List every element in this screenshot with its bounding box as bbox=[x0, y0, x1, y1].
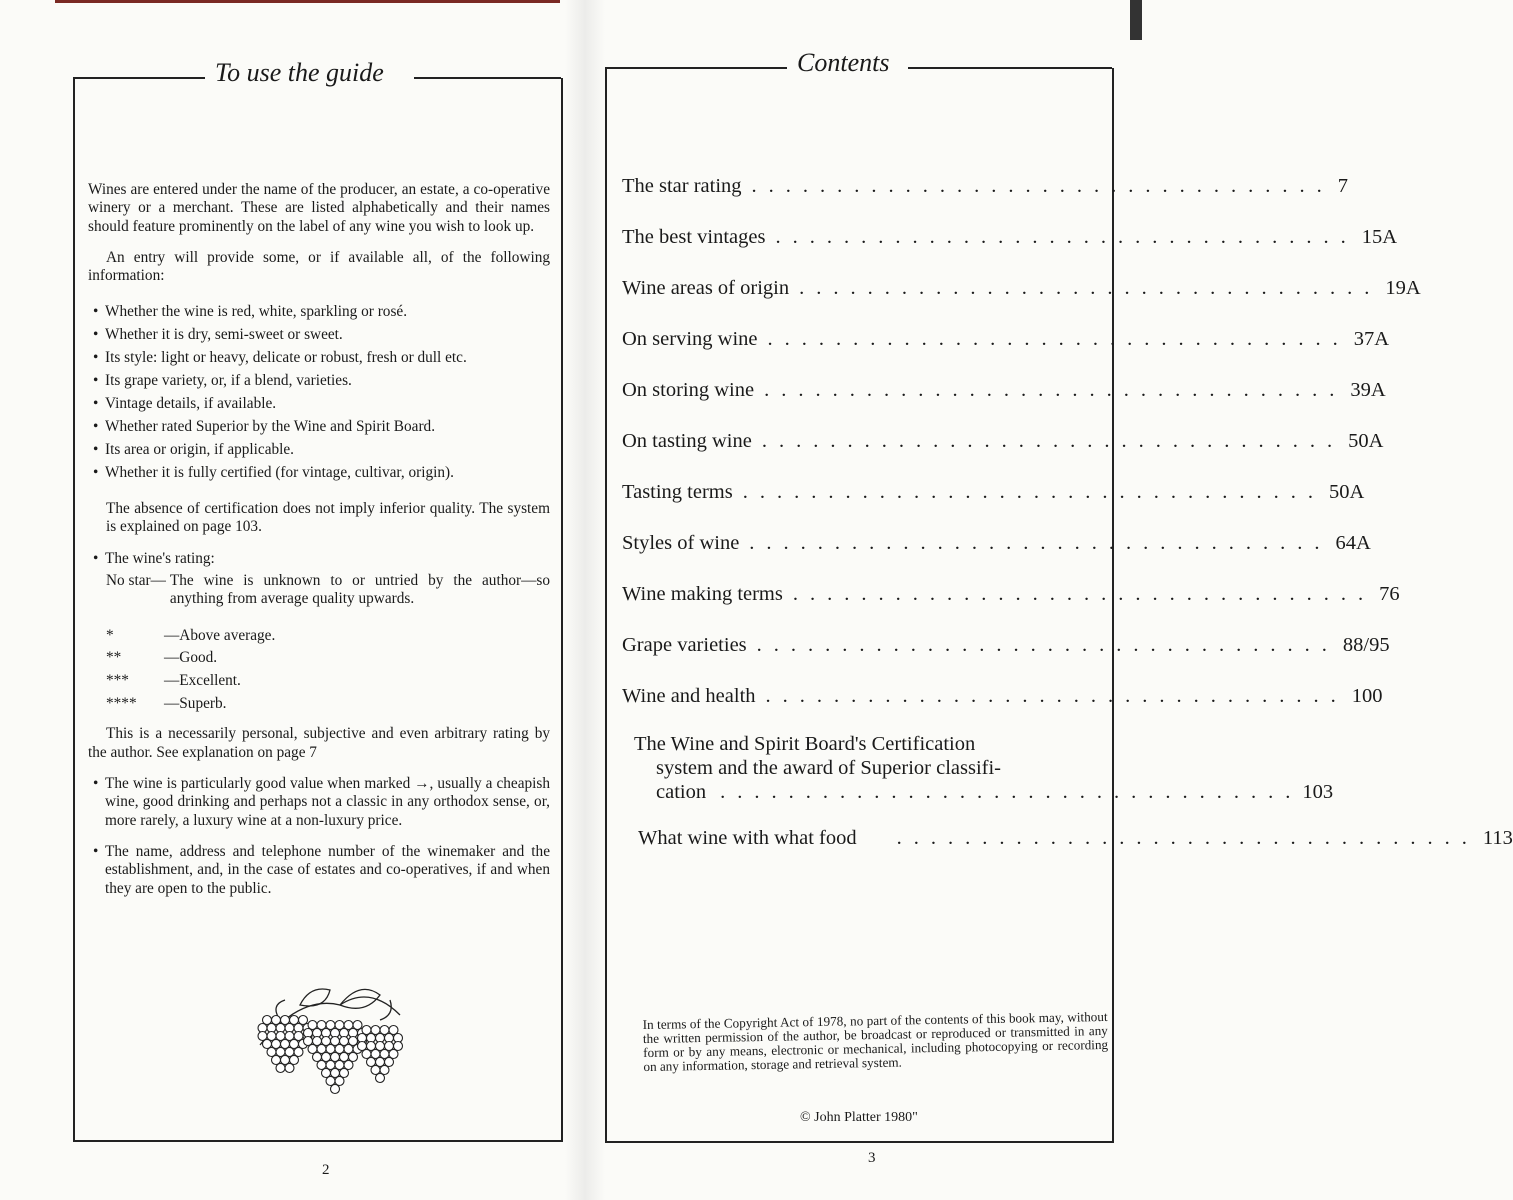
toc-page: 103 bbox=[1302, 781, 1334, 803]
info-list bbox=[88, 303, 550, 482]
title-rule bbox=[908, 67, 1112, 69]
grape bbox=[285, 1064, 294, 1073]
leader-dots: .................................. bbox=[749, 532, 1332, 554]
grape bbox=[276, 1064, 285, 1073]
toc-entry[interactable] bbox=[622, 583, 1400, 634]
no-star-text: The wine is unknown to or untried by the author—so anything from average quality upwards. bbox=[169, 571, 550, 608]
leader-dots: .................................. bbox=[756, 634, 1339, 656]
star-symbol: *** bbox=[106, 672, 129, 690]
title-rule bbox=[73, 77, 205, 79]
page-number: 2 bbox=[322, 1162, 330, 1178]
toc-page: 50A bbox=[1328, 481, 1365, 503]
certification-note: The absence of certification does not imply inferior quality. The system is explained on page 103. bbox=[106, 500, 550, 536]
leader-dots: .................................. bbox=[751, 175, 1334, 197]
title-rule bbox=[605, 67, 787, 69]
leader-dots: .................................. bbox=[792, 583, 1376, 605]
leader-dots: .................................. bbox=[767, 328, 1350, 350]
leader-dots: .................................. bbox=[720, 781, 1303, 803]
toc-label: Grape varieties bbox=[622, 634, 747, 656]
toc-entry[interactable] bbox=[622, 379, 1386, 430]
leader-dots: .................................. bbox=[764, 379, 1347, 401]
toc-entry[interactable] bbox=[622, 226, 1398, 277]
list-item: • Whether it is dry, semi-sweet or sweet. bbox=[105, 326, 550, 344]
page-number: 3 bbox=[868, 1150, 876, 1166]
toc-page: 113 bbox=[1482, 827, 1513, 849]
title-rule bbox=[414, 77, 561, 79]
toc-page: 50A bbox=[1348, 430, 1384, 452]
entry-intro: An entry will provide some, or if available all, of the following information: bbox=[88, 248, 550, 285]
toc-entry[interactable] bbox=[622, 827, 1513, 878]
rating-row bbox=[106, 672, 550, 690]
copyright-notice: In terms of the Copyright Act of 1978, no part of the contents of this book may, without the written permission of the author, be broadcast or reproduced or transmitted in any form or by any means, electronic or mechanical, including photocopying or recording on any information, storage and retrieval system. bbox=[642, 1008, 1109, 1075]
book-gutter bbox=[565, 0, 605, 1200]
page-title: To use the guide bbox=[215, 58, 384, 87]
contents-title: Contents bbox=[797, 48, 890, 77]
star-ratings bbox=[106, 627, 550, 714]
rating-row bbox=[106, 649, 550, 667]
guide-text bbox=[88, 181, 550, 911]
rating-text: —Good. bbox=[164, 649, 218, 667]
rating-note: This is a necessarily personal, subjective and even arbitrary rating by the author. See explanation on page 7 bbox=[88, 725, 550, 761]
value-note: • The wine is particularly good value when marked →, usually a cheapish wine, good drinking and perhaps not a classic in any orthodox sense, or, more rarely, a luxury wine at a non-luxury price. bbox=[88, 775, 550, 830]
toc-label: On tasting wine bbox=[622, 430, 752, 452]
toc-label: The Wine and Spirit Board's Certification bbox=[634, 733, 976, 755]
list-item: • Whether the wine is red, white, sparkling or rosé. bbox=[105, 303, 550, 321]
toc-label: Styles of wine bbox=[622, 532, 740, 554]
rating-text: —Superb. bbox=[164, 695, 227, 713]
page-edge bbox=[55, 0, 560, 3]
toc-page: 76 bbox=[1379, 583, 1400, 605]
star-symbol: ** bbox=[106, 649, 122, 667]
toc-page: 88/95 bbox=[1342, 634, 1390, 656]
toc-page: 39A bbox=[1350, 379, 1386, 401]
page-edge bbox=[1130, 0, 1142, 40]
toc-label: Wine and health bbox=[622, 685, 756, 707]
toc-entry[interactable] bbox=[622, 532, 1371, 583]
toc-label: Wine areas of origin bbox=[622, 277, 790, 299]
toc-label: The star rating bbox=[622, 175, 742, 197]
rating-row bbox=[106, 627, 550, 645]
star-symbol: * bbox=[106, 626, 114, 644]
toc-page: 100 bbox=[1351, 685, 1383, 707]
toc-label: On serving wine bbox=[622, 328, 758, 350]
contact-note: • The name, address and telephone number of the winemaker and the establishment, and, in the case of estates and co-operatives, if and when they are open to the public. bbox=[88, 843, 550, 898]
toc-page: 15A bbox=[1361, 226, 1398, 248]
leader-dots: .................................. bbox=[742, 481, 1325, 503]
toc-page: 37A bbox=[1353, 328, 1390, 350]
toc-label: On storing wine bbox=[622, 379, 755, 401]
rating-row bbox=[106, 695, 550, 713]
toc-label: Wine making terms bbox=[622, 583, 783, 605]
leader-dots: .................................. bbox=[775, 226, 1358, 248]
list-item: • Whether rated Superior by the Wine and Spirit Board. bbox=[105, 418, 550, 436]
list-item: • Its style: light or heavy, delicate or robust, fresh or dull etc. bbox=[105, 349, 550, 367]
toc-page: 64A bbox=[1335, 532, 1371, 554]
toc-label: system and the award of Superior classifi- bbox=[656, 757, 1001, 779]
toc-page: 7 bbox=[1337, 175, 1349, 197]
toc-entry[interactable] bbox=[622, 634, 1390, 685]
toc-entry-certification[interactable] bbox=[622, 732, 1334, 827]
rating-heading: • The wine's rating: bbox=[88, 550, 550, 568]
no-star-rating bbox=[88, 572, 550, 609]
grape-vine-illustration bbox=[240, 975, 410, 1110]
rating-text: —Excellent. bbox=[164, 672, 241, 690]
grape bbox=[376, 1074, 385, 1083]
toc-entry[interactable] bbox=[622, 175, 1349, 226]
toc-entry[interactable] bbox=[622, 328, 1390, 379]
leader-dots: .................................. bbox=[896, 827, 1479, 849]
toc-label: The best vintages bbox=[622, 226, 766, 248]
leader-dots: .................................. bbox=[761, 430, 1345, 452]
intro-paragraph: Wines are entered under the name of the producer, an estate, a co-operative winery or a merchant. These are listed alphabetically and their names should feature prominently on the label of any wine you wish to look up. bbox=[88, 181, 550, 235]
toc-label: cation bbox=[656, 781, 707, 803]
toc-entry[interactable] bbox=[622, 481, 1365, 532]
toc-page: 19A bbox=[1385, 277, 1421, 299]
list-item: • Vintage details, if available. bbox=[105, 395, 550, 413]
list-item: • Its grape variety, or, if a blend, varieties. bbox=[105, 372, 550, 390]
toc-label: Tasting terms bbox=[622, 481, 733, 503]
toc-entry[interactable] bbox=[622, 277, 1421, 328]
list-item: • Its area or origin, if applicable. bbox=[105, 441, 550, 459]
leader-dots: .................................. bbox=[765, 685, 1348, 707]
rating-text: —Above average. bbox=[164, 626, 276, 644]
toc-label: What wine with what food bbox=[638, 827, 857, 849]
copyright-line: © John Platter 1980" bbox=[800, 1110, 918, 1125]
toc-label-line bbox=[622, 780, 1334, 804]
toc-entry[interactable] bbox=[622, 685, 1383, 736]
leader-dots: .................................. bbox=[799, 277, 1382, 299]
star-symbol: **** bbox=[106, 695, 137, 713]
list-item: • Whether it is fully certified (for vintage, cultivar, origin). bbox=[105, 464, 550, 482]
no-star-label: No star— bbox=[106, 571, 166, 589]
grape bbox=[331, 1085, 340, 1094]
toc-entry[interactable] bbox=[622, 430, 1384, 481]
contents-list bbox=[622, 175, 1513, 878]
